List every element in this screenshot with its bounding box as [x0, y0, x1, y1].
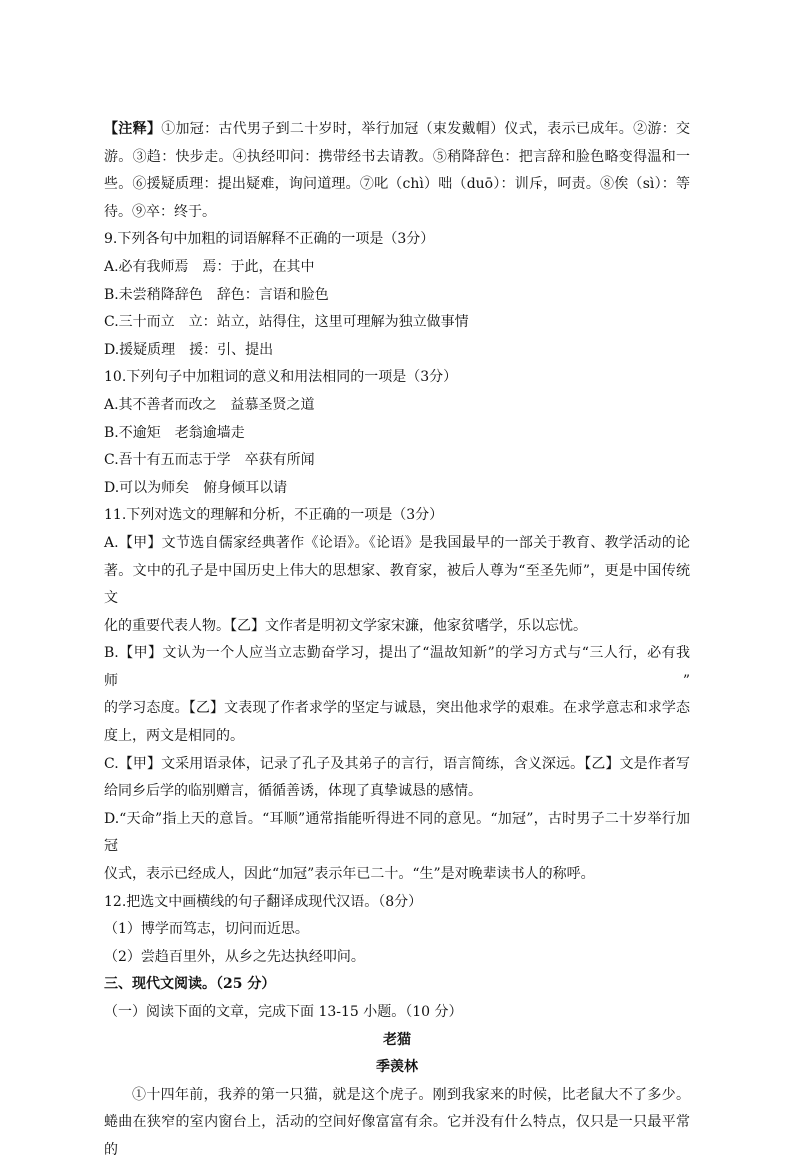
notes-line-1: 【注释】①加冠：古代男子到二十岁时，举行加冠（束发戴帽）仪式，表示已成年。②游：交 [104, 121, 691, 137]
notes-label: 【注释】 [104, 121, 162, 137]
q11-option-a-line-1: A.【甲】文节选自儒家经典著作《论语》。《论语》是我国最早的一部关于教育、教学活动的论 [104, 534, 690, 551]
notes-line-2: 游。③趋：快步走。④执经叩问：携带经书去请教。⑤稍降辞色：把言辞和脸色略变得温和一 [104, 148, 690, 165]
q11-option-c-line-2: 给同乡后学的临别赠言，循循善诱，体现了真挚诚恳的感情。 [104, 783, 482, 800]
article-title: 老猫 [383, 1031, 411, 1048]
q10-option-a: A.其不善者而改之 益慕圣贤之道 [104, 396, 315, 413]
q11-option-b-line-2: 的学习态度。【乙】文表现了作者求学的坚定与诚恳，突出他求学的艰难。在求学意志和求学态 [104, 700, 690, 717]
q10-stem: 10.下列句子中加粗词的意义和用法相同的一项是（3分） [104, 369, 458, 386]
q11-option-a-line-2: 著。文中的孔子是中国历史上伟大的思想家、教育家，被后人尊为“至圣先师”，更是中国传统文 [104, 562, 690, 607]
q11-option-c-line-1: C.【甲】文采用语录体，记录了孔子及其弟子的言行，语言简练，含义深远。【乙】文是作者写 [104, 755, 690, 772]
section-3-heading: 三、现代文阅读。（25 分） [104, 976, 276, 993]
q11-stem: 11.下列对选文的理解和分析，不正确的一项是（3分） [104, 507, 444, 524]
q12-stem: 12.把选文中画横线的句子翻译成现代汉语。（8分） [104, 893, 423, 910]
notes-line-4: 待。⑨卒：终于。 [104, 203, 216, 220]
q10-option-c: C.吾十有五而志于学 卒获有所闻 [104, 452, 315, 469]
q11-option-d-line-2: 仪式，表示已经成人，因此“加冠”表示年已二十。“生”是对晚辈读书人的称呼。 [104, 866, 595, 883]
q11-option-b-line-3: 度上，两文是相同的。 [104, 728, 244, 745]
q12-sentence-2: （2）尝趋百里外，从乡之先达执经叩问。 [104, 948, 365, 965]
article-paragraph-1-line-2: 蜷曲在狭窄的室内窗台上，活动的空间好像富富有余。它并没有什么特点，仅只是一只最平常的 [104, 1114, 690, 1158]
q9-option-c: C.三十而立 立：站立，站得住，这里可理解为独立做事情 [104, 314, 469, 331]
notes-line-3: 些。⑥援疑质理：提出疑难，询问道理。⑦叱（chì）咄（duō）：训斥，呵责。⑧俟（sì）：等 [104, 176, 690, 193]
q9-option-d: D.援疑质理 援：引、提出 [104, 341, 274, 358]
q10-option-d: D.可以为师矣 俯身倾耳以请 [104, 479, 288, 496]
q11-option-b-line-1: B.【甲】文认为一个人应当立志勤奋学习，提出了“温故知新”的学习方式与“三人行，必有我师” [104, 645, 690, 689]
q11-option-a-line-3: 化的重要代表人物。【乙】文作者是明初文学家宋濂，他家贫嗜学，乐以忘忧。 [104, 617, 587, 634]
q9-stem: 9.下列各句中加粗的词语解释不正确的一项是（3分） [104, 231, 435, 248]
section-3-subheading: （一）阅读下面的文章，完成下面 13-15 小题。（10 分） [104, 1004, 463, 1020]
q12-sentence-1: （1）博学而笃志，切问而近思。 [104, 921, 309, 938]
article-paragraph-1-line-1: ①十四年前，我养的第一只猫，就是这个虎子。刚到我家来的时候，比老鼠大不了多少。 [132, 1086, 690, 1103]
q9-option-b: B.未尝稍降辞色 辞色：言语和脸色 [104, 286, 329, 303]
q9-option-a: A.必有我师焉 焉：于此，在其中 [104, 258, 315, 275]
q11-option-d-line-1: D.“天命”指上天的意旨。“耳顺”通常指能听得进不同的意见。“加冠”，古时男子二十岁举行加冠 [104, 810, 690, 855]
article-author: 季羡林 [376, 1059, 418, 1076]
q10-option-b: B.不逾矩 老翁逾墙走 [104, 424, 245, 441]
